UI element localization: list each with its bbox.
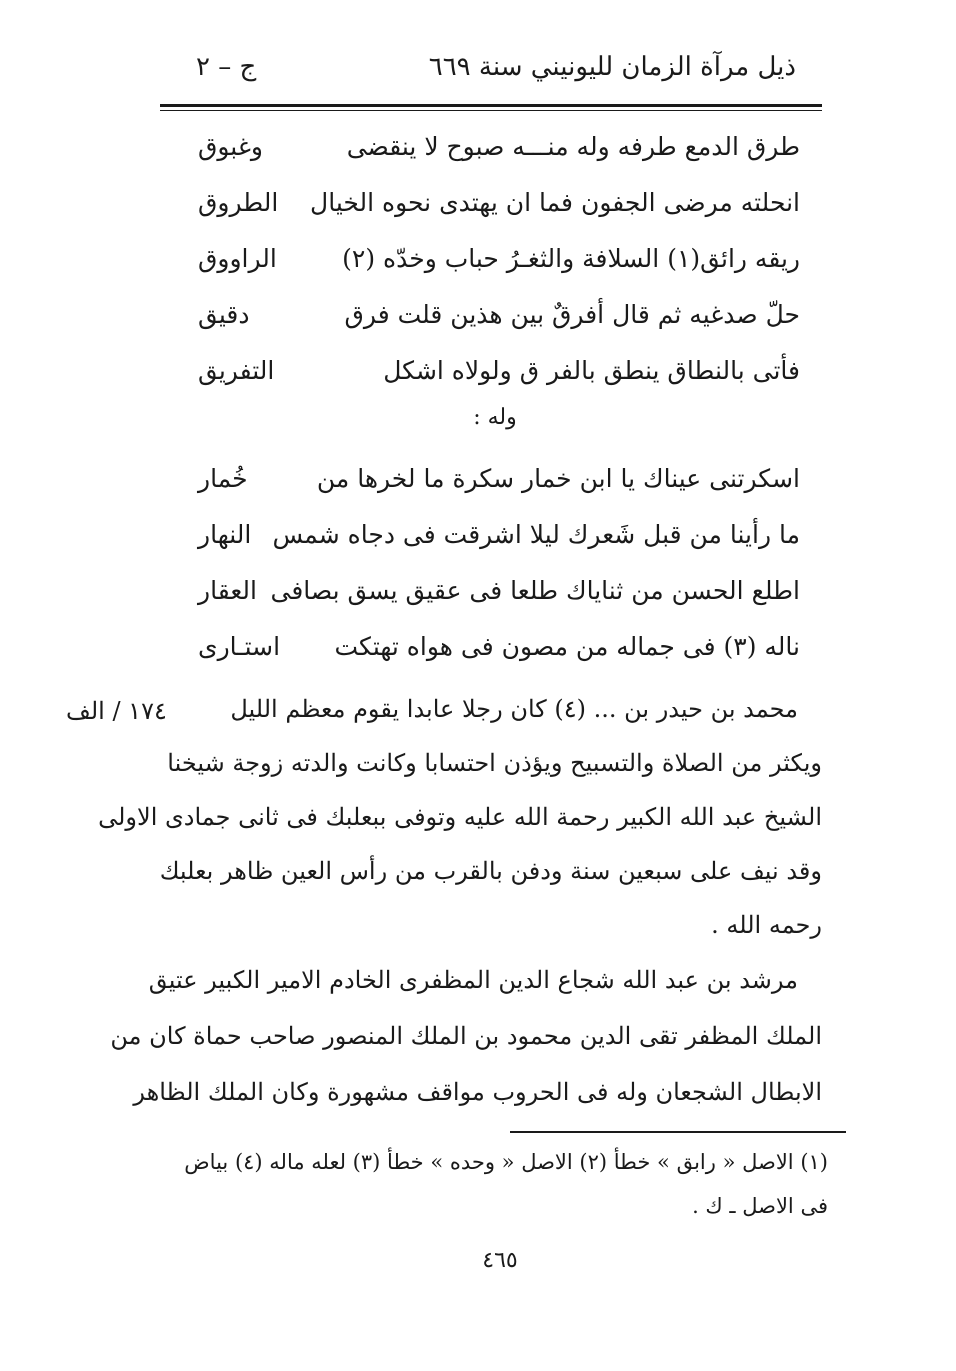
verse-line: [198, 238, 800, 278]
verse-rhyme-word: استـارى: [198, 631, 281, 661]
verse-text: ريقه رائق(١) السلافة والثغـرُ حباب وخدّه (٢): [342, 243, 800, 273]
prose-line: الشيخ عبد الله الكبير رحمة الله عليه وتوفى ببعلبك فى ثانى جمادى الاولى: [98, 803, 822, 831]
prose-line: ويكثر من الصلاة والتسبيح ويؤذن احتسابا وكانت والدته زوجة شيخنا: [167, 749, 822, 777]
prose-line: الابطال الشجعان وله فى الحروب مواقف مشهورة وكان الملك الظاهر: [133, 1078, 822, 1106]
footnote-line: (١) الاصل « رابق » خطأ (٢) الاصل « وحده » خطأ (٣) لعله ماله (٤) بياض: [184, 1150, 828, 1174]
verse-line: [198, 294, 800, 334]
verse-line: [198, 570, 800, 610]
verse-rhyme-word: وغبوق: [198, 131, 264, 161]
verse-rhyme-word: التفريق: [198, 355, 275, 385]
verse-rhyme-word: النهار: [198, 519, 252, 549]
verse-line: [198, 126, 800, 166]
folio-marker: ١٧٤ / الف: [66, 697, 167, 725]
footnote-rule: [510, 1131, 846, 1133]
verse-line: [198, 182, 800, 222]
verse-text: اسكرتنى عيناك يا ابن خمار سكرة ما لخرها من: [316, 463, 800, 493]
prose-line: مرشد بن عبد الله شجاع الدين المظفرى الخادم الامير الكبير عتيق: [148, 966, 798, 994]
prose-line: رحمه الله .: [711, 911, 822, 939]
verse-text: ما رأينا من قبل شَعرك ليلا اشرقت فى دجاه شمس: [272, 519, 800, 549]
prose-line: الملك المظفر تقى الدين محمود بن الملك المنصور صاحب حماة كان من: [110, 1022, 822, 1050]
running-header-title: ذيل مرآة الزمان لليونيني سنة ٦٦٩: [428, 52, 796, 82]
verse-text: فأتى بالنطاق ينطق بالفر ق ولولاه اشكل: [383, 355, 800, 385]
verse-line: [198, 626, 800, 666]
verse-text: طرق الدمع طرفه وله منـــه صبوح لا ينقضى: [346, 131, 800, 161]
verse-rhyme-word: الراووق: [198, 243, 277, 273]
header-rule-thick: [160, 104, 822, 107]
verse-text: حلّ صدغيه ثم قال أفرقٌ بين هذين قلت فرق: [344, 299, 800, 329]
verse-text: اطلع الحسن من ثناياك طلعا فى عقيق يسق بصافى: [270, 575, 800, 605]
verse-text: انحلته مرضى الجفون فما ان يهتدى نحوه الخيال: [310, 187, 800, 217]
verse-line: [198, 350, 800, 390]
prose-line: محمد بن حيدر بن ... (٤) كان رجلا عابدا يقوم معظم الليل: [230, 695, 798, 723]
verse-rhyme-word: خُمار: [198, 463, 248, 493]
page-number: ٤٦٥: [482, 1248, 518, 1273]
verse-rhyme-word: العقار: [198, 575, 257, 605]
verse-text: ناله (٣) فى جماله من مصون فى هواه تهتكت: [334, 631, 800, 661]
verse-rhyme-word: دقيق: [198, 299, 250, 329]
verse-rhyme-word: الطروق: [198, 187, 279, 217]
prose-line: وقد نيف على سبعين سنة ودفن بالقرب من رأس العين ظاهر بعلبك: [159, 857, 822, 885]
running-header-volume: ج – ٢: [196, 52, 257, 82]
header-rule-thin: [160, 110, 822, 111]
footnote-line: فى الاصل ـ ك .: [692, 1194, 828, 1218]
verse-line: [198, 458, 800, 498]
section-heading: وله :: [473, 405, 517, 430]
verse-line: [198, 514, 800, 554]
